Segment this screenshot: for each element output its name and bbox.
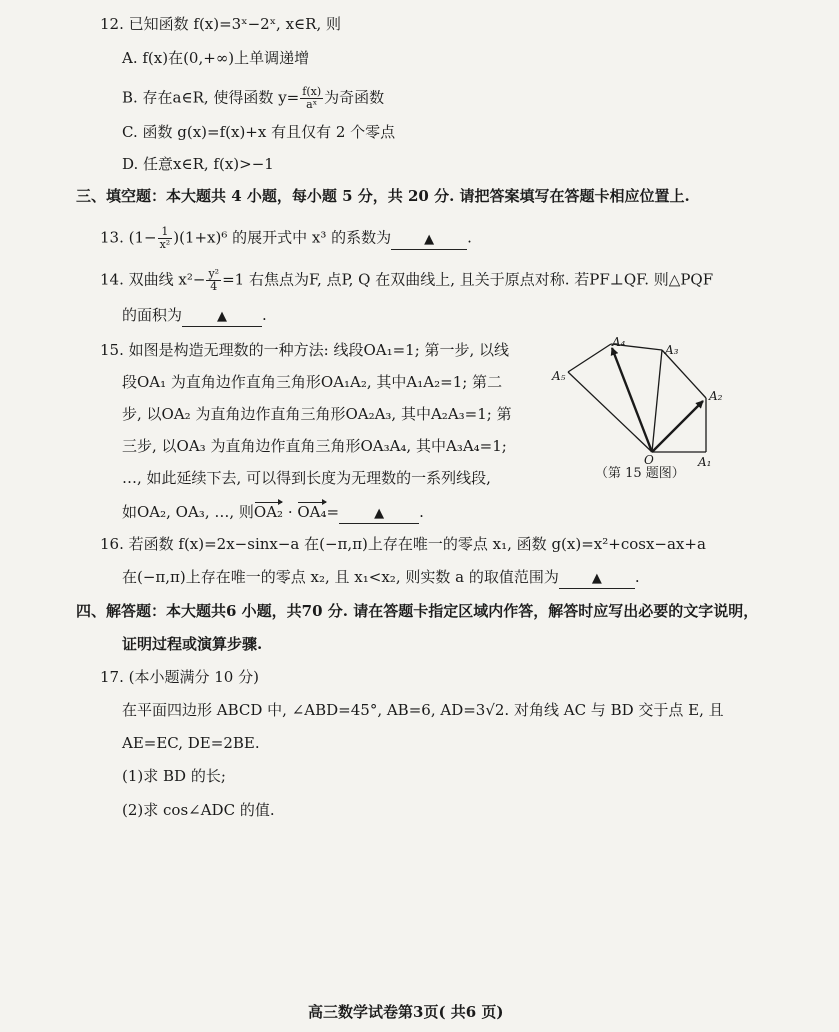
q16-line2-text: 在(−π,π)上存在唯一的零点 x₂, 且 x₁<x₂, 则实数 a 的取值范围为 [122,568,559,586]
q14-denominator: 4 [210,280,218,293]
q12-option-c: C. 函数 g(x)=f(x)+x 有且仅有 2 个零点 [122,123,396,141]
q17-part-1: (1)求 BD 的长; [122,767,226,785]
q14-pre: 14. 双曲线 x²− [100,270,206,289]
answer-triangle: ▲ [591,571,602,586]
q12-option-d: D. 任意x∈R, f(x)>−1 [122,155,274,173]
q15-line-6 [122,502,424,524]
vector-oa4: OA₄ [297,503,327,521]
q15-line-3: 步, 以OA₂ 为直角边作直角三角形OA₂A₃, 其中A₂A₃=1; 第 [122,405,512,423]
section-4-heading-line-2: 证明过程或演算步骤. [122,635,263,653]
label-a1: A₁ [698,455,712,469]
q12-b-fraction [300,86,323,111]
q13-post: )(1+x)⁶ 的展开式中 x³ 的系数为 [173,228,392,247]
label-a2: A₂ [709,389,723,403]
q13-fraction [158,226,173,251]
q13-numerator: 1 [158,226,173,239]
q15-line-1: 15. 如图是构造无理数的一种方法: 线段OA₁=1; 第一步, 以线 [100,341,510,359]
figure-caption: （第 15 题图） [595,466,685,481]
q12-option-b-pre: B. 存在a∈R, 使得函数 y= [122,88,300,107]
q15-end: . [419,503,424,521]
vector-o-a4-arrow [612,348,652,452]
q16-line-1: 16. 若函数 f(x)=2x−sinx−a 在(−π,π)上存在唯一的零点 x₁, 函数 g(x)=x²+cosx−ax+a [100,535,706,553]
segment-a4-a5 [568,344,611,372]
page-footer: 高三数学试卷第3页( 共6 页) [308,1003,504,1021]
segment-o-a5 [568,372,652,452]
q13 [100,226,472,251]
vector-o-a2-arrow [652,401,703,452]
q14-post: =1 右焦点为F, 点P, Q 在双曲线上, 且关于原点对称. 若PF⊥QF. 则△PQF [222,270,714,289]
answer-triangle: ▲ [374,506,385,521]
q15-line6-pre: 如OA₂, OA₃, …, 则 [122,503,254,521]
q17-line-2: AE=EC, DE=2BE. [122,734,260,752]
q12-option-b-post: 为奇函数 [324,88,385,107]
q15-line-4: 三步, 以OA₃ 为直角边作直角三角形OA₃A₄, 其中A₃A₄=1; [122,437,507,455]
q15-dot: · [283,503,298,521]
section-3-heading: 三、填空题：本大题共 4 小题，每小题 5 分，共 20 分. 请把答案填写在答题卡相应位置上. [76,187,690,205]
q14-end: . [262,306,267,324]
q12-option-a: A. f(x)在(0,+∞)上单调递增 [122,49,310,67]
q12-b-numerator: f(x) [302,85,322,98]
answer-triangle: ▲ [217,309,228,324]
q16-answer-blank [559,568,635,589]
segment-o-a3 [652,350,662,452]
q13-pre: 13. (1− [100,228,157,247]
q14-line-2 [122,305,267,327]
q12-option-b [122,86,384,111]
answer-triangle: ▲ [424,231,435,247]
section-4-heading-line-1: 四、解答题：本大题共6 小题，共70 分. 请在答题卡指定区域内作答，解答时应写出必要的文字说明， [76,602,759,620]
q12-stem: 12. 已知函数 f(x)=3ˣ−2ˣ, x∈R, 则 [100,15,341,33]
q15-answer-blank [339,503,419,524]
q16-line-2 [122,567,640,589]
label-a3: A₃ [665,343,679,357]
q13-end: . [467,228,472,247]
vector-oa2: OA₂ [253,503,284,521]
q13-denominator: x² [159,238,171,251]
segment-a2-a3 [662,350,706,398]
q14-answer-blank [182,306,262,327]
q17-line-1: 在平面四边形 ABCD 中, ∠ABD=45°, AB=6, AD=3√2. 对角线 AC 与 BD 交于点 E, 且 [122,701,724,719]
label-o: O [644,453,654,467]
q14-line2-text: 的面积为 [122,306,183,324]
q15-line-5: …, 如此延续下去, 可以得到长度为无理数的一系列线段, [122,469,491,487]
q14-fraction [206,268,221,293]
q14-numerator: y² [208,267,220,280]
q15-line6-post: = [326,503,340,521]
q17-title: 17. (本小题满分 10 分) [100,668,259,686]
q13-answer-blank [391,229,467,250]
q12-b-denominator: aˣ [306,98,318,111]
q14-line-1 [100,268,713,293]
q16-end: . [634,568,640,586]
q15-line-2: 段OA₁ 为直角边作直角三角形OA₁A₂, 其中A₁A₂=1; 第二 [122,373,503,391]
label-a5: A₅ [552,369,566,383]
label-a4: A₄ [612,335,626,349]
spiral-figure [548,334,728,474]
q17-part-2: (2)求 cos∠ADC 的值. [122,801,275,819]
